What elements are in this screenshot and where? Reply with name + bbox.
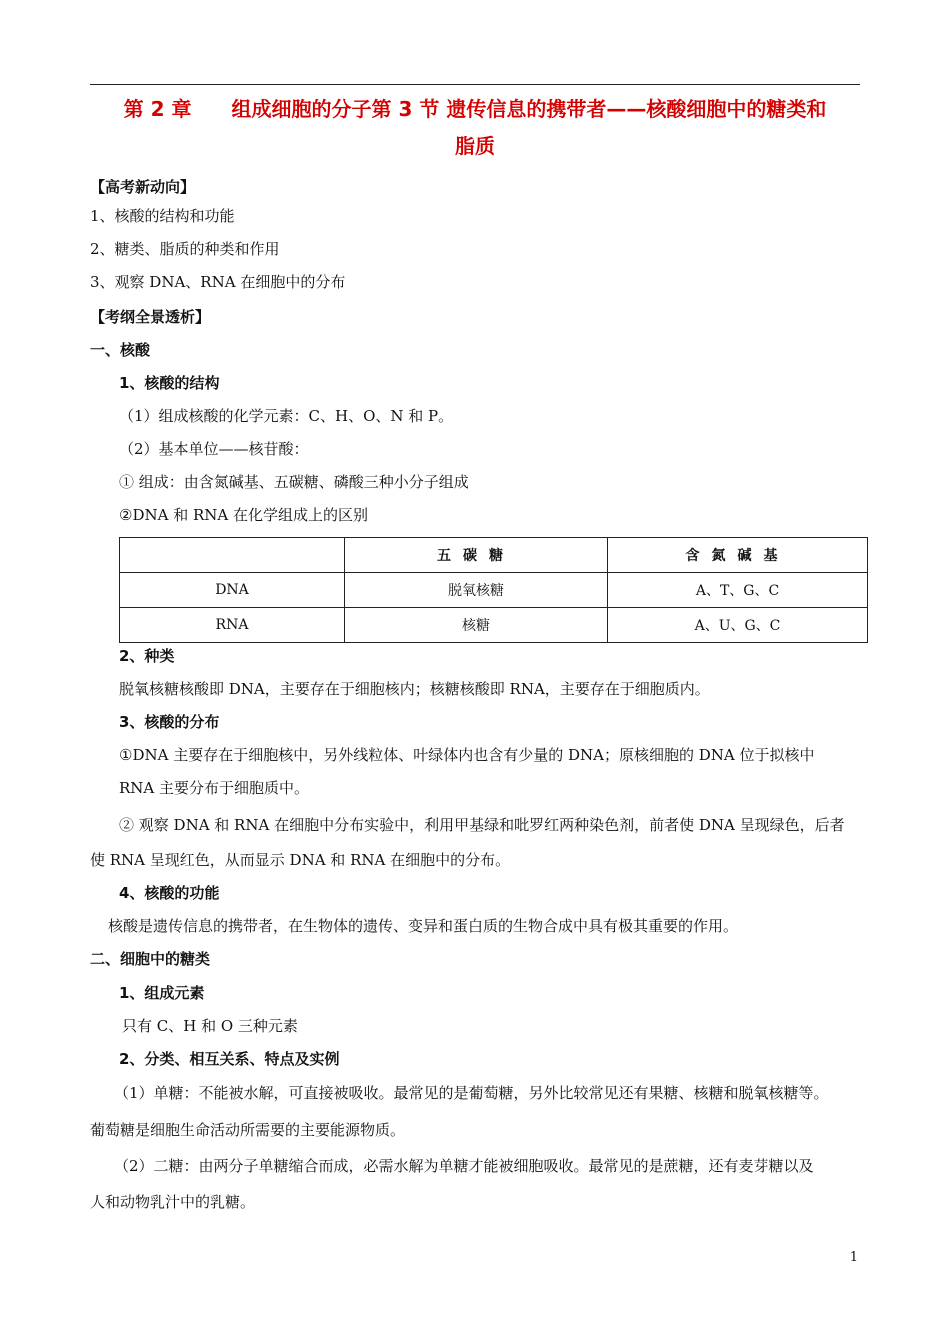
table-cell: DNA — [120, 573, 345, 608]
header-rule — [90, 84, 860, 85]
table-cell: A、U、G、C — [608, 608, 868, 643]
paragraph: （1）单糖：不能被水解，可直接被吸收。最常见的是葡萄糖，另外比较常见还有果糖、核糖和脱氧核糖等。 — [114, 1084, 829, 1102]
list-item: 2、糖类、脂质的种类和作用 — [90, 240, 280, 258]
list-item: 3、观察 DNA、RNA 在细胞中的分布 — [90, 273, 346, 291]
subheading-types: 2、种类 — [119, 647, 175, 665]
paragraph: 只有 C、H 和 O 三种元素 — [122, 1017, 298, 1035]
paragraph: （2）基本单位——核苷酸： — [119, 440, 309, 458]
section-heading-gaokao: 【高考新动向】 — [90, 178, 196, 196]
subheading-distribution: 3、核酸的分布 — [119, 713, 220, 731]
section-heading-kaogang: 【考纲全景透析】 — [90, 308, 211, 326]
paragraph: 脱氧核糖核酸即 DNA，主要存在于细胞核内；核糖核酸即 RNA，主要存在于细胞质内。 — [119, 680, 710, 698]
paragraph: ② 观察 DNA 和 RNA 在细胞中分布实验中，利用甲基绿和吡罗红两种染色剂，前者使 DNA 呈现绿色，后者 — [119, 816, 845, 834]
page-number: 1 — [849, 1250, 858, 1265]
paragraph: ①DNA 主要存在于细胞核中，另外线粒体、叶绿体内也含有少量的 DNA；原核细胞的 DNA 位于拟核中 — [119, 746, 815, 764]
table-header-cell: 五碳糖 — [345, 538, 608, 573]
subheading-function: 4、核酸的功能 — [119, 884, 220, 902]
heading-nucleic-acid: 一、核酸 — [90, 341, 151, 359]
page-title-continued: 脂质 — [455, 134, 495, 158]
table-cell: A、T、G、C — [608, 573, 868, 608]
list-item: 1、核酸的结构和功能 — [90, 207, 235, 225]
subheading-elements: 1、组成元素 — [119, 984, 205, 1002]
table-header-cell — [120, 538, 345, 573]
paragraph: 核酸是遗传信息的携带者，在生物体的遗传、变异和蛋白质的生物合成中具有极其重要的作用。 — [108, 917, 739, 935]
table-cell: RNA — [120, 608, 345, 643]
subheading-structure: 1、核酸的结构 — [119, 374, 220, 392]
subheading-classification: 2、分类、相互关系、特点及实例 — [119, 1050, 340, 1068]
table-header-row — [120, 538, 868, 573]
paragraph: RNA 主要分布于细胞质中。 — [119, 779, 310, 797]
paragraph: ②DNA 和 RNA 在化学组成上的区别 — [119, 506, 368, 524]
page-title: 第 2 章 组成细胞的分子第 3 节 遗传信息的携带者——核酸细胞中的糖类和 — [123, 97, 827, 121]
paragraph: 使 RNA 呈现红色，从而显示 DNA 和 RNA 在细胞中的分布。 — [90, 851, 511, 869]
heading-sugars: 二、细胞中的糖类 — [90, 950, 211, 968]
table-cell: 脱氧核糖 — [345, 573, 608, 608]
table-row — [120, 608, 868, 643]
paragraph: ① 组成：由含氮碱基、五碳糖、磷酸三种小分子组成 — [119, 473, 469, 491]
table-row — [120, 573, 868, 608]
paragraph: （1）组成核酸的化学元素：C、H、O、N 和 P。 — [119, 407, 454, 425]
paragraph: 葡萄糖是细胞生命活动所需要的主要能源物质。 — [90, 1121, 406, 1139]
table-header-cell: 含氮碱基 — [608, 538, 868, 573]
paragraph: （2）二糖：由两分子单糖缩合而成，必需水解为单糖才能被细胞吸收。最常见的是蔗糖，还有麦芽糖以及 — [114, 1157, 814, 1175]
table-cell: 核糖 — [345, 608, 608, 643]
paragraph: 人和动物乳汁中的乳糖。 — [90, 1193, 256, 1211]
comparison-table — [119, 537, 868, 643]
